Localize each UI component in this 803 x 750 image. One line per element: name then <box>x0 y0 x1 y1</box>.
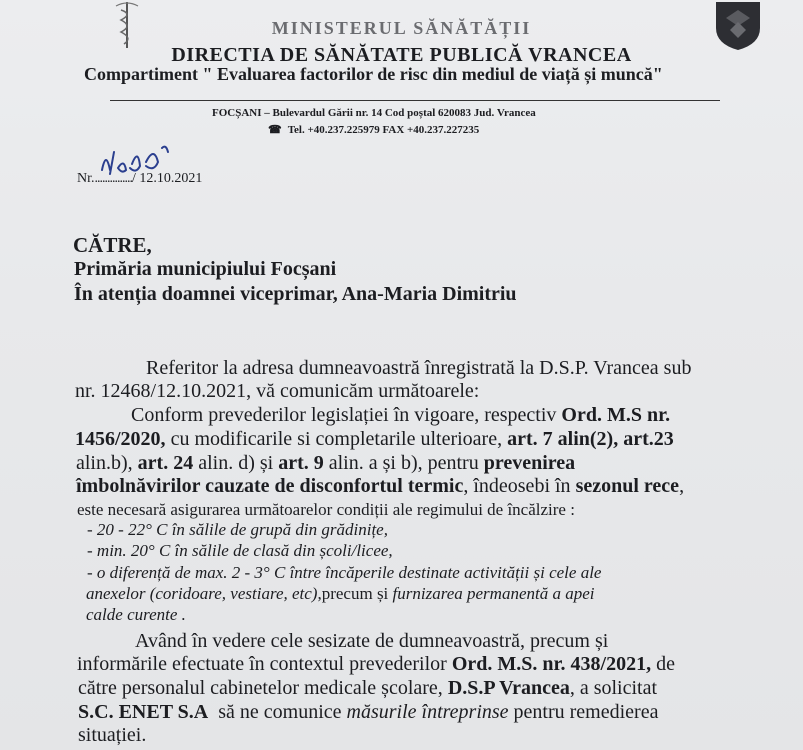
body-bold: art. 24 <box>137 452 194 474</box>
body-line-6 <box>76 475 684 498</box>
body-text: către personalul cabinetelor medicale școlare, <box>78 677 448 699</box>
body-line-3 <box>131 404 670 427</box>
body-bold: îmbolnăvirilor cauzate de disconfortul termic <box>76 475 464 497</box>
body-italic: furnizarea permanentă a apei <box>392 584 595 603</box>
ministry-name: MINISTERUL SĂNĂTĂȚII <box>271 18 532 38</box>
nr-dots: ............... <box>94 171 132 186</box>
address-line: FOCȘANI – Bulevardul Gării nr. 14 Cod poștal 620083 Jud. Vrancea <box>212 107 536 119</box>
recipient-attention: În atenția doamnei viceprimar, Ana-Maria Dimitriu <box>74 283 517 305</box>
header-divider <box>110 100 720 101</box>
body-line-12: calde curente . <box>86 605 186 624</box>
directorate-name: DIRECTIA DE SĂNĂTATE PUBLICĂ VRANCEA <box>171 44 632 66</box>
body-bold: art. 7 alin(2), art.23 <box>507 428 674 450</box>
body-text: Conform prevederilor legislației în vigoare, respectiv <box>131 404 562 426</box>
phone-icon: ☎ <box>268 124 282 136</box>
body-text: să ne comunice <box>208 701 347 723</box>
body-bold: D.S.P Vrancea <box>447 677 570 699</box>
body-bold: sezonul rece <box>575 475 680 497</box>
body-line-1: Referitor la adresa dumneavoastră înregistrată la D.S.P. Vrancea sub <box>146 357 692 379</box>
department-name: Compartiment " Evaluarea factorilor de risc din mediul de viață și muncă" <box>84 64 663 84</box>
body-text: , a solicitat <box>569 677 658 699</box>
body-bold: 1456/2020, <box>75 428 166 450</box>
body-text: informările efectuate în contextul prevederilor <box>77 653 452 675</box>
recipient-heading: CĂTRE, <box>73 233 152 257</box>
contact-line <box>268 123 479 136</box>
nr-date: / 12.10.2021 <box>132 171 203 186</box>
body-line-11 <box>86 584 594 604</box>
body-italic: măsurile întreprinse <box>346 701 509 723</box>
body-text: , <box>679 475 685 497</box>
body-line-17: situației. <box>78 724 147 746</box>
contact-text: Tel. +40.237.225979 FAX +40.237.227235 <box>287 124 480 136</box>
body-line-13: Având în vedere cele sesizate de dumneavoastră, precum și <box>135 630 609 652</box>
body-line-8: - 20 - 22° C în sălile de grupă din grădinițe, <box>87 520 388 539</box>
body-bold: Ord. M.S nr. <box>561 404 671 426</box>
body-line-5 <box>76 452 575 475</box>
body-line-7: este necesară asigurarea următoarelor condiții ale regimului de încălzire : <box>77 500 575 519</box>
body-line-9: - min. 20° C în sălile de clasă din școli/licee, <box>87 541 393 560</box>
body-line-15 <box>78 677 657 700</box>
body-bold: Ord. M.S. nr. 438/2021, <box>451 653 652 675</box>
body-line-14 <box>77 653 675 676</box>
body-text: alin.b), <box>76 452 138 474</box>
body-bold: art. 9 <box>278 452 324 474</box>
body-text: alin. d) și <box>193 452 279 474</box>
registration-line <box>77 171 202 187</box>
recipient-institution: Primăria municipiului Focșani <box>74 258 337 280</box>
body-text: pentru remedierea <box>508 701 659 723</box>
body-text: de <box>651 653 675 675</box>
body-text: , îndeosebi în <box>463 475 576 497</box>
body-text: ,precum și <box>317 584 393 603</box>
body-line-10: - o diferență de max. 2 - 3° C între încăperile destinate activității și cele ale <box>87 563 602 582</box>
body-bold: S.C. ENET S.A <box>78 701 209 723</box>
body-line-4 <box>75 428 674 451</box>
body-italic: anexelor (coridoare, vestiare, etc) <box>86 584 318 603</box>
body-bold: prevenirea <box>483 452 576 474</box>
body-text: cu modificarile si completarile ulterioare, <box>165 428 508 450</box>
body-line-16 <box>78 701 658 724</box>
body-text: alin. a și b), pentru <box>323 452 484 474</box>
nr-prefix: Nr. <box>77 171 95 186</box>
body-line-2: nr. 12468/12.10.2021, vă comunicăm următoarele: <box>75 380 480 402</box>
